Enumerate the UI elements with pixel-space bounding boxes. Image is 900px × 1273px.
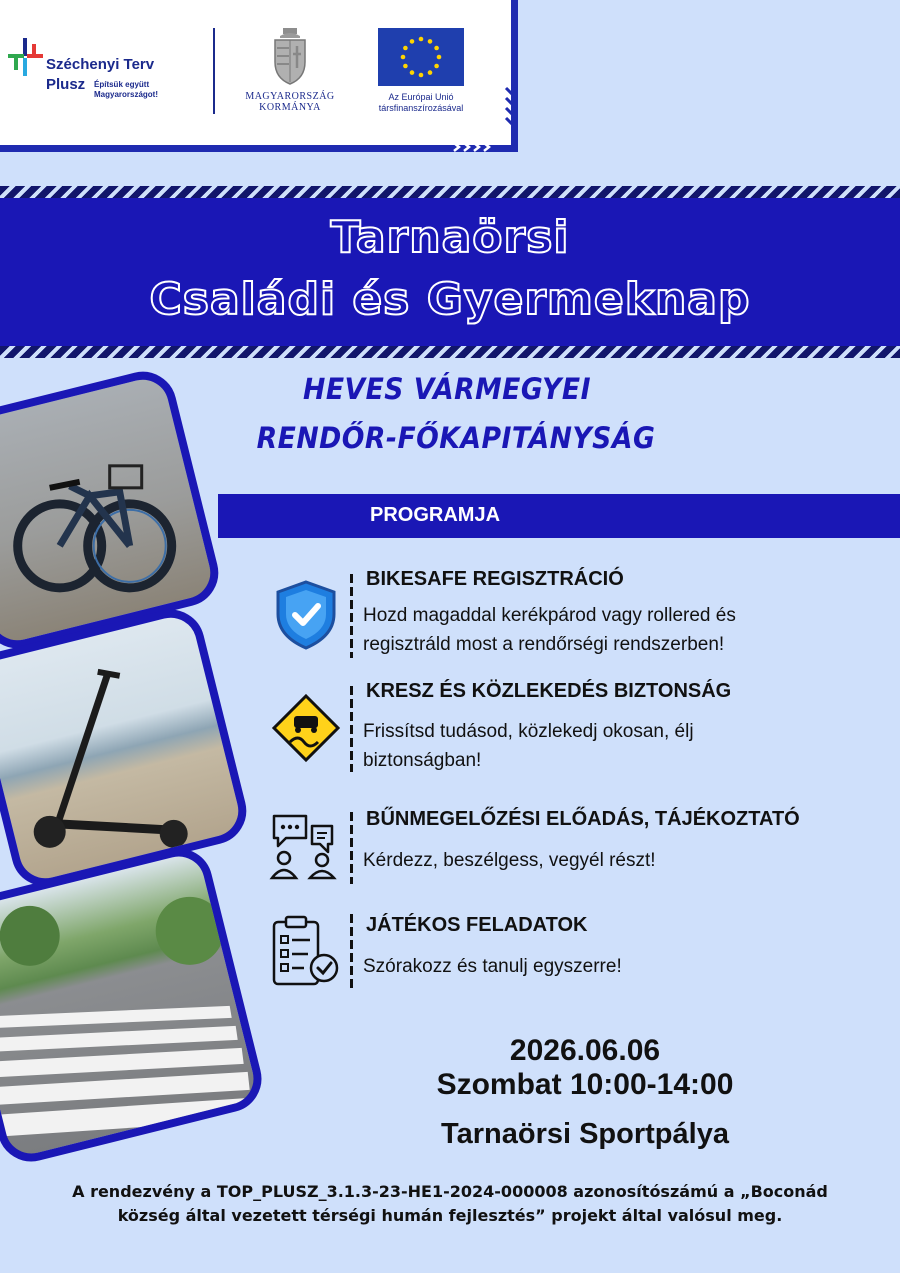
footer-line2: község által vezetett térségi humán fejlesztés” projekt által valósul meg. bbox=[117, 1206, 783, 1225]
item-description-line2: regisztráld most a rendőrségi rendszerben! bbox=[363, 634, 725, 655]
program-item bbox=[268, 914, 900, 990]
program-item bbox=[268, 808, 900, 884]
szechenyi-plus: Plusz bbox=[46, 76, 86, 93]
government-name-line1: MAGYARORSZÁG bbox=[245, 91, 335, 102]
banner-hatch-top bbox=[0, 186, 900, 198]
bicycle-icon bbox=[0, 370, 225, 655]
item-description bbox=[363, 601, 883, 659]
program-bar bbox=[218, 494, 900, 538]
program-item bbox=[268, 680, 900, 776]
scooter-icon bbox=[0, 608, 253, 893]
item-description bbox=[363, 717, 883, 775]
item-title: BŰNMEGELŐZÉSI ELŐADÁS, TÁJÉKOZTATÓ bbox=[366, 808, 800, 830]
item-title: JÁTÉKOS FELADATOK bbox=[366, 914, 588, 936]
organizer-line2: RENDŐR-FŐKAPITÁNYSÁG bbox=[256, 421, 656, 455]
eu-text-line2: társfinanszírozásával bbox=[378, 103, 464, 113]
item-description bbox=[363, 846, 883, 875]
item-divider bbox=[350, 812, 353, 884]
item-title: KRESZ ÉS KÖZLEKEDÉS BIZTONSÁG bbox=[366, 680, 732, 702]
title-banner bbox=[0, 198, 900, 346]
banner-title-line1: Tarnaörsi bbox=[330, 212, 570, 263]
szechenyi-tagline bbox=[94, 80, 204, 100]
szechenyi-terv-logo bbox=[6, 36, 206, 116]
item-description-line1: Hozd magaddal kerékpárod vagy rollered és bbox=[363, 605, 736, 626]
bicycle-photo bbox=[0, 365, 225, 656]
logo-strip bbox=[0, 0, 518, 152]
slippery-road-sign-icon bbox=[268, 690, 344, 766]
szechenyi-tagline-line2: Magyarországot! bbox=[94, 90, 159, 99]
event-time: Szombat 10:00-14:00 bbox=[436, 1068, 734, 1101]
item-divider bbox=[350, 914, 353, 990]
chevron-down-icon bbox=[504, 86, 518, 128]
program-label: PROGRAMJA bbox=[370, 504, 501, 526]
organizer-line1: HEVES VÁRMEGYEI bbox=[303, 372, 591, 406]
program-item bbox=[268, 568, 900, 664]
government-logo bbox=[236, 28, 344, 118]
eu-logo bbox=[362, 28, 480, 120]
banner-hatch-bottom bbox=[0, 346, 900, 358]
item-description-line1: Kérdezz, beszélgess, vegyél részt! bbox=[363, 850, 656, 871]
coat-of-arms-icon bbox=[270, 28, 310, 86]
eu-flag-icon bbox=[378, 28, 464, 86]
footer-line1: A rendezvény a TOP_PLUSZ_3.1.3-23-HE1-2024-000008 azonosítószámú a „Boconád bbox=[72, 1182, 828, 1201]
checklist-clipboard-icon bbox=[268, 914, 344, 990]
item-divider bbox=[350, 574, 353, 658]
event-date: 2026.06.06 bbox=[509, 1034, 661, 1067]
item-description-line1: Szórakozz és tanulj egyszerre! bbox=[363, 956, 622, 977]
crosswalk-icon bbox=[0, 847, 269, 1168]
logo-divider bbox=[213, 28, 215, 114]
event-place: Tarnaörsi Sportpálya bbox=[441, 1118, 729, 1150]
shield-check-icon bbox=[268, 576, 344, 652]
eu-text-line1: Az Európai Unió bbox=[388, 92, 454, 102]
item-description-line2: biztonságban! bbox=[363, 750, 482, 771]
item-description-line1: Frissítsd tudásod, közlekedj okosan, élj bbox=[363, 721, 694, 742]
szechenyi-title: Széchenyi Terv bbox=[46, 56, 155, 73]
chevron-right-icon bbox=[452, 142, 498, 152]
conversation-icon bbox=[268, 808, 344, 884]
crosswalk-photo bbox=[0, 841, 269, 1168]
footer-note bbox=[20, 1180, 880, 1228]
item-title: BIKESAFE REGISZTRÁCIÓ bbox=[366, 568, 624, 590]
szechenyi-cross-icon bbox=[6, 36, 46, 82]
government-name-line2: KORMÁNYA bbox=[259, 102, 321, 113]
banner-title-line2: Családi és Gyermeknap bbox=[149, 274, 751, 325]
scooter-photo bbox=[0, 603, 253, 894]
item-divider bbox=[350, 686, 353, 772]
item-description bbox=[363, 952, 883, 981]
szechenyi-tagline-line1: Építsük együtt bbox=[94, 80, 150, 89]
